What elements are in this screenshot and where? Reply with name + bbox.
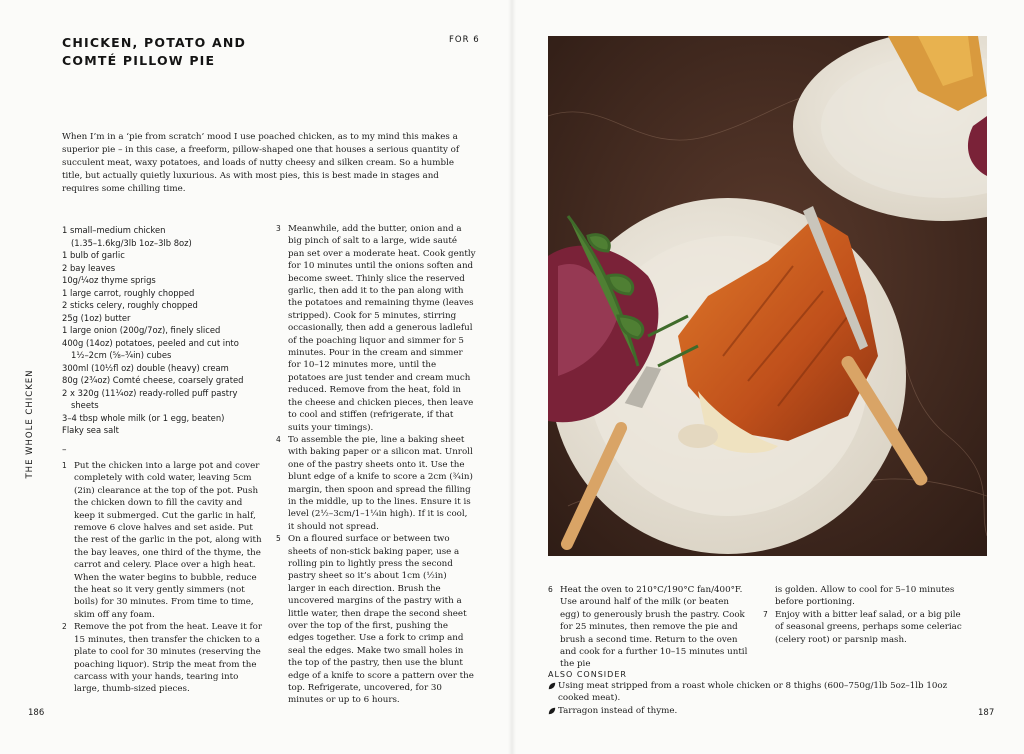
method-column-2 [276, 223, 476, 707]
section-label [24, 369, 36, 479]
leaf-bullet-icon [548, 682, 556, 690]
pie-photo-icon [548, 36, 987, 556]
ingredient-item: 1 large onion (200g/7oz), finely sliced [62, 325, 221, 335]
section-label-text: THE WHOLE CHICKEN [25, 369, 35, 479]
ingredient-item: (1.35–1.6kg/3lb 1oz–3lb 8oz) [71, 237, 192, 248]
step-number: 5 [276, 534, 281, 544]
method-step-7 [763, 609, 963, 646]
recipe-title-line-2: COMTÉ PILLOW PIE [62, 53, 216, 68]
ingredient-item: sheets [71, 400, 99, 410]
ingredient-item: 2 sticks celery, roughly chopped [62, 300, 198, 310]
ingredient-item: 2 bay leaves [62, 262, 116, 273]
ingredient-item: 1 bulb of garlic [62, 250, 125, 260]
step-text: Meanwhile, add the butter, onion and a big pinch of salt to a large, wide sauté pan set over a moderate heat. Cook gently for 10 minutes until the onions soften and become sweet. Thinly slice the reserved garlic, then add it to the pan along with the potatoes and remaining thyme (leaves stripped). Cook for 5 minutes, stirring occasionally, then add a generous ladleful of the poaching liquor and simmer for 5 minutes. Pour in the cream and simmer for 10–12 minutes more, until the potatoes are just tender and cream much reduced. Remove from the heat, fold in the cheese and chicken pieces, then leave to cool and stiffen (refrigerate, if that suits your timings). [288, 224, 476, 433]
serves-label: FOR 6 [449, 35, 480, 45]
method-step-1 [62, 460, 266, 621]
ingredient-item: 1½–2cm (⅝–¾in) cubes [71, 350, 172, 360]
ingredient-item: 1 small–medium chicken [62, 225, 166, 235]
step-number: 4 [276, 434, 281, 444]
pie-photo [548, 36, 987, 556]
step-text: On a floured surface or between two sheets of non-stick baking paper, use a rolling pin to lightly press the second pastry sheet so it’s about 1cm (½in) larger in each direction. Brush the uncovered margins of the pastry with a little water, then drape the second sheet over the top of the first, pushing the edges together. Use a fork to crimp and seal the edges. Make two small holes in the top of the pastry, then use the blunt edge of a knife to score a pattern over the top. Refrigerate, uncovered, for 30 minutes or up to 6 hours. [288, 534, 474, 706]
page-number-right: 187 [978, 708, 995, 718]
ingredient-item: Flaky sea salt [62, 425, 119, 435]
step-text: To assemble the pie, line a baking sheet with baking paper or a silicon mat. Unroll one of the pastry sheets onto it. Use the blunt edge of a knife to score a 2cm (¾in) margin, then spoon and spread the filling in the middle, up to the lines. Ensure it is level (2½–3cm/1–1¼in high). If it is cool, it should not spread. [288, 434, 473, 532]
step-number: 6 [548, 585, 553, 594]
method-step-5 [276, 533, 476, 707]
ingredient-item: 400g (14oz) potatoes, peeled and cut into [62, 337, 239, 348]
step-number: 7 [763, 609, 768, 619]
recipe-title-line-1: CHICKEN, POTATO AND [62, 35, 247, 50]
book-gutter [508, 0, 516, 754]
ingredient-divider: – [62, 445, 67, 455]
page-number-left: 186 [28, 708, 45, 718]
ingredient-item: 10g/¼oz thyme sprigs [62, 275, 156, 285]
step-text: Put the chicken into a large pot and cover completely with cold water, leaving 5cm (2in) clearance at the top of the pot. Push the chicken down to fill the cavity and keep it submerged. Cut the garlic in half, remove 6 clove halves and set aside. Put the rest of the garlic in the pot, along with the bay leaves, one third of the thyme, the carrot and celery. Place over a high heat. When the water begins to bubble, reduce the heat so it very gently simmers (not boils) for 30 minutes. From time to time, skim off any foam. [74, 461, 262, 620]
method-step-6-continued: is golden. Allow to cool for 5–10 minutes before portioning. [775, 585, 955, 608]
also-consider-text: Using meat stripped from a roast whole chicken or 8 thighs (600–750g/1lb 5oz–1lb 10oz cooked meat). [558, 681, 948, 704]
recipe-title [62, 34, 322, 70]
also-consider-item [548, 680, 968, 705]
ingredient-list [62, 224, 272, 437]
step-text: Enjoy with a bitter leaf salad, or a big pile of seasonal greens, perhaps some celeriac (celery root) or parsnip mash. [775, 609, 962, 645]
step-text: Heat the oven to 210°C/190°C fan/400°F. Use around half of the milk (or beaten egg) to generously brush the pastry. Cook for 25 minutes, then remove the pie and brush a second time. Return to the oven and cook for a further 10–15 minutes until the pie [560, 585, 748, 670]
method-step-4 [276, 434, 476, 533]
ingredient-item: 3–4 tbsp whole milk (or 1 egg, beaten) [62, 412, 225, 423]
method-column-4 [763, 584, 963, 646]
method-column-1 [62, 460, 266, 696]
ingredient-item: 2 x 320g (11¼oz) ready-rolled puff pastry [62, 387, 238, 398]
recipe-intro: When I’m in a ‘pie from scratch’ mood I use poached chicken, as to my mind this makes a superior pie – in this case, a freeform, pillow-shaped one that houses a serious quantity of succulent meat, waxy potatoes, and loads of nutty cheesy and silken cream. So a humble title, but actually quietly luxurious. As with most pies, this is best made in stages and requires some chilling time. [62, 132, 460, 195]
leaf-bullet-icon [548, 707, 556, 715]
step-number: 3 [276, 224, 281, 233]
method-step-2 [62, 621, 266, 695]
step-text: Remove the pot from the heat. Leave it for 15 minutes, then transfer the chicken to a plate to cool for 30 minutes (reserving the poaching liquor). Strip the meat from the carcass with your hands, tearing into large, thumb-sized pieces. [74, 622, 263, 695]
step-number: 2 [62, 622, 67, 632]
method-step-6 [548, 584, 750, 671]
also-consider [548, 670, 968, 717]
ingredient-item: 80g (2¾oz) Comté cheese, coarsely grated [62, 375, 244, 385]
ingredient-item: 25g (1oz) butter [62, 312, 131, 323]
step-number: 1 [62, 461, 67, 470]
method-step-3 [276, 223, 476, 434]
ingredient-item: 300ml (10½fl oz) double (heavy) cream [62, 362, 229, 373]
also-consider-item [548, 705, 968, 717]
ingredient-item: 1 large carrot, roughly chopped [62, 287, 195, 298]
also-consider-title: ALSO CONSIDER [548, 670, 627, 679]
also-consider-text: Tarragon instead of thyme. [558, 705, 678, 716]
method-column-3 [548, 584, 750, 671]
